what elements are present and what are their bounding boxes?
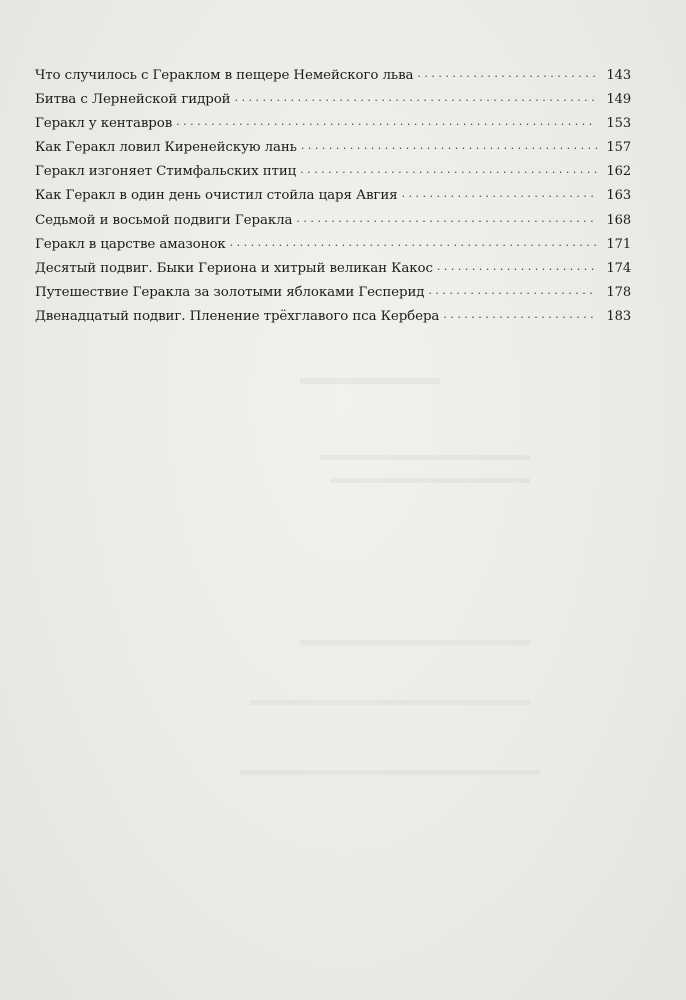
toc-entry-title: Путешествие Геракла за золотыми яблоками Гесперид (35, 284, 425, 300)
toc-dot-leader (176, 112, 597, 132)
toc-entry-title: Геракл в царстве амазонок (35, 236, 226, 252)
show-through-mark (320, 455, 530, 460)
toc-entry-title: Как Геракл ловил Киренейскую лань (35, 140, 297, 156)
toc-entry-title: Что случилось с Гераклом в пещере Немейского льва (35, 68, 414, 83)
toc-entry[interactable] (35, 162, 631, 186)
toc-dot-leader (417, 64, 597, 84)
toc-page-number: 163 (606, 188, 631, 204)
toc-page-number: 183 (606, 308, 631, 324)
show-through-mark (300, 640, 530, 645)
show-through-mark (240, 770, 540, 775)
toc-dot-leader (437, 257, 597, 277)
toc-entry[interactable] (35, 138, 631, 162)
toc-dot-leader (443, 305, 597, 325)
toc-dot-leader (296, 209, 597, 229)
toc-page-number: 178 (606, 284, 631, 300)
toc-entry-title: Двенадцатый подвиг. Пленение трёхглавого пса Кербера (35, 308, 440, 324)
toc-dot-leader (300, 160, 597, 180)
toc-entry-title: Как Геракл в один день очистил стойла царя Авгия (35, 188, 398, 204)
toc-entry[interactable] (35, 307, 631, 331)
toc-dot-leader (402, 184, 597, 204)
toc-entry[interactable] (35, 114, 631, 138)
show-through-mark (250, 700, 530, 705)
table-of-contents (35, 66, 631, 331)
toc-entry-title: Геракл изгоняет Стимфальских птиц (35, 164, 297, 180)
toc-entry[interactable] (35, 283, 631, 307)
toc-page-number: 162 (606, 164, 631, 180)
toc-page-number: 153 (606, 116, 631, 132)
toc-page-number: 157 (606, 140, 631, 156)
toc-dot-leader (428, 281, 597, 301)
toc-page-number: 174 (606, 260, 631, 276)
toc-entry-title: Седьмой и восьмой подвиги Геракла (35, 212, 293, 228)
toc-dot-leader (230, 233, 597, 253)
show-through-mark (330, 478, 530, 483)
toc-page-number: 168 (606, 212, 631, 228)
toc-page-number: 149 (606, 92, 631, 108)
toc-entry-title: Битва с Лернейской гидрой (35, 92, 231, 108)
toc-entry[interactable] (35, 259, 631, 283)
toc-page-number: 171 (606, 236, 631, 252)
toc-entry-title: Геракл у кентавров (35, 116, 173, 132)
toc-entry[interactable] (35, 211, 631, 235)
toc-page-number: 143 (606, 68, 631, 83)
toc-entry[interactable] (35, 66, 631, 90)
toc-dot-leader (235, 88, 597, 108)
toc-entry[interactable] (35, 186, 631, 210)
toc-entry-title: Десятый подвиг. Быки Гериона и хитрый великан Какос (35, 260, 433, 276)
toc-entry[interactable] (35, 235, 631, 259)
toc-dot-leader (301, 136, 597, 156)
toc-entry[interactable] (35, 90, 631, 114)
show-through-mark (300, 378, 440, 384)
